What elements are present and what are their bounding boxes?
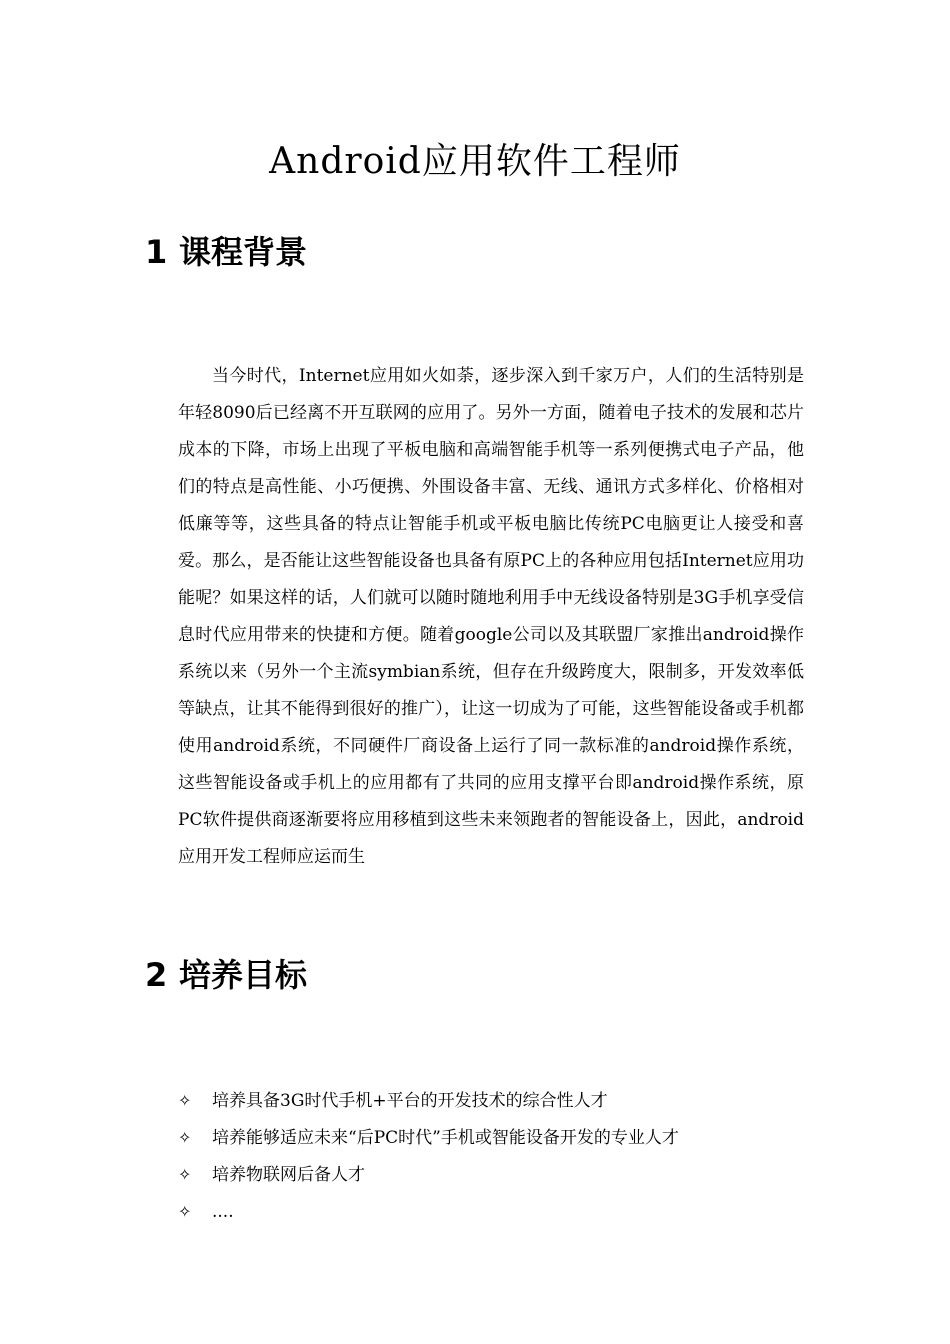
- diamond-star-bullet-icon: ✧: [178, 1202, 192, 1221]
- diamond-star-bullet-icon: ✧: [178, 1091, 192, 1110]
- list-item: [178, 1156, 679, 1193]
- diamond-star-bullet-icon: ✧: [178, 1128, 192, 1147]
- section-heading-goals: [145, 955, 307, 995]
- list-item-text: 培养能够适应未来“后PC时代”手机或智能设备开发的专业人才: [212, 1128, 679, 1148]
- list-item-text: 培养具备3G时代手机+平台的开发技术的综合性人才: [212, 1091, 608, 1111]
- background-paragraph: 当今时代，Internet应用如火如荼，逐步深入到千家万户，人们的生活特别是年轻8090后已经离不开互联网的应用了。另外一方面，随着电子技术的发展和芯片成本的下降，市场上出现了平板电脑和高端智能手机等一系列便携式电子产品，他们的特点是高性能、小巧便携、外围设备丰富、无线、通讯方式多样化、价格相对低廉等等，这些具备的特点让智能手机或平板电脑比传统PC电脑更让人接受和喜爱。那么，是否能让这些智能设备也具备有原PC上的各种应用包括Internet应用功能呢？如果这样的话，人们就可以随时随地利用手中无线设备特别是3G手机享受信息时代应用带来的快捷和方便。随着google公司以及其联盟厂家推出android操作系统以来（另外一个主流symbian系统，但存在升级跨度大，限制多，开发效率低等缺点，让其不能得到很好的推广），让这一切成为了可能，这些智能设备或手机都使用android系统，不同硬件厂商设备上运行了同一款标准的android操作系统，这些智能设备或手机上的应用都有了共同的应用支撑平台即android操作系统，原PC软件提供商逐渐要将应用移植到这些未来领跑者的智能设备上，因此，android应用开发工程师应运而生: [178, 366, 804, 867]
- list-item: [178, 1193, 679, 1230]
- list-item-text: 培养物联网后备人才: [212, 1165, 365, 1185]
- section-heading-background: [145, 232, 307, 272]
- section-title: 培养目标: [179, 956, 308, 994]
- section-number: 2: [145, 956, 168, 994]
- section-title: 课程背景: [179, 233, 308, 271]
- diamond-star-bullet-icon: ✧: [178, 1165, 192, 1184]
- list-item-text: ....: [212, 1202, 234, 1222]
- list-item: [178, 1119, 679, 1156]
- document-title: Android应用软件工程师: [269, 141, 681, 182]
- goals-list: [178, 1082, 679, 1230]
- list-item: [178, 1082, 679, 1119]
- section-number: 1: [145, 233, 168, 271]
